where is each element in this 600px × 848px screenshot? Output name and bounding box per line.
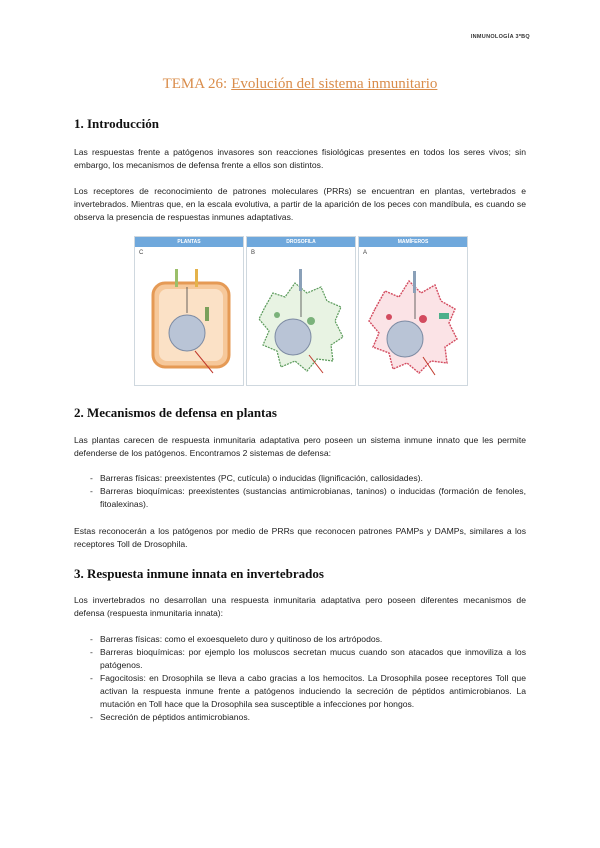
mammal-cell-illustration [359,247,467,385]
panel-title-plants: PLANTAS [135,237,243,247]
drosophila-cell-illustration [247,247,355,385]
plants-paragraph-1: Las plantas carecen de respuesta inmunitaria adaptativa pero poseen un sistema inmune innato que les permite defenderse de los patógenos. Encontramos 2 sistemas de defensa: [74,435,526,458]
immune-comparison-figure [134,236,466,384]
section-heading-intro: 1. Introducción [74,116,159,131]
figure-panel-plants [134,236,244,386]
panel-letter-mammals: A [363,250,368,256]
plants-defense-list [74,472,526,511]
invertebrates-defense-list [74,633,526,724]
figure-panel-drosophila [246,236,356,386]
header-tag: INMUNOLOGÍA 3ºBQ [470,34,530,40]
panel-letter-plants: C [139,250,144,256]
list-item: - Barreras bioquímicas: preexistentes (sustancias antimicrobianas, taninos) o inducidas (formación de fenoles, fitoalexinas). [74,485,526,511]
list-item: - Barreras físicas: como el exoesqueleto duro y quitinoso de los artrópodos. [74,633,526,646]
plant-cell-illustration [135,247,243,385]
figure-panel-mammals [358,236,468,386]
panel-title-drosophila: DROSOFILA [247,237,355,247]
intro-paragraph-2: Los receptores de reconocimiento de patrones moleculares (PRRs) se encuentran en plantas, vertebrados e invertebrados. Mientras que, en la escala evolutiva, a partir de la aparición de los peces con mandíbula, es cuando se observa la presencia de respuestas inmunes adaptativas. [74,186,526,222]
title-prefix: TEMA 26: [162,76,228,92]
section-heading-invertebrates: 3. Respuesta inmune innata en invertebrados [74,566,324,581]
list-item: - Barreras bioquímicas: por ejemplo los moluscos secretan mucus cuando son atacados que inmoviliza a los patógenos. [74,646,526,672]
list-item: - Fagocitosis: en Drosophila se lleva a cabo gracias a los hemocitos. La Drosophila posee receptores Toll que activan la respuesta inmune frente a patógenos induciendo la secreción de péptidos antimicrobianos. La mutación en Toll hace que la Drosophila sea susceptible a infecciones por hongos. [74,672,526,711]
invertebrates-paragraph-1: Los invertebrados no desarrollan una respuesta inmunitaria adaptativa pero poseen diferentes mecanismos de defensa (respuesta inmunitaria innata): [74,595,526,618]
intro-paragraph-1: Las respuestas frente a patógenos invasores son reacciones fisiológicas presentes en todos los seres vivos; sin embargo, los mecanismos de defensa frente a ellos son distintos. [74,147,526,170]
title-main: Evolución del sistema inmunitario [231,76,438,92]
section-heading-plants: 2. Mecanismos de defensa en plantas [74,405,277,420]
page-title [74,76,526,93]
plants-paragraph-2: Estas reconocerán a los patógenos por medio de PRRs que reconocen patrones PAMPs y DAMPs, similares a los receptores Toll de Drosophila. [74,526,526,549]
list-item: - Barreras físicas: preexistentes (PC, cutícula) o inducidas (lignificación, callosidades). [74,472,526,485]
panel-title-mammals: MAMÍFEROS [359,237,467,247]
list-item: - Secreción de péptidos antimicrobianos. [74,711,526,724]
panel-letter-drosophila: B [251,250,256,256]
